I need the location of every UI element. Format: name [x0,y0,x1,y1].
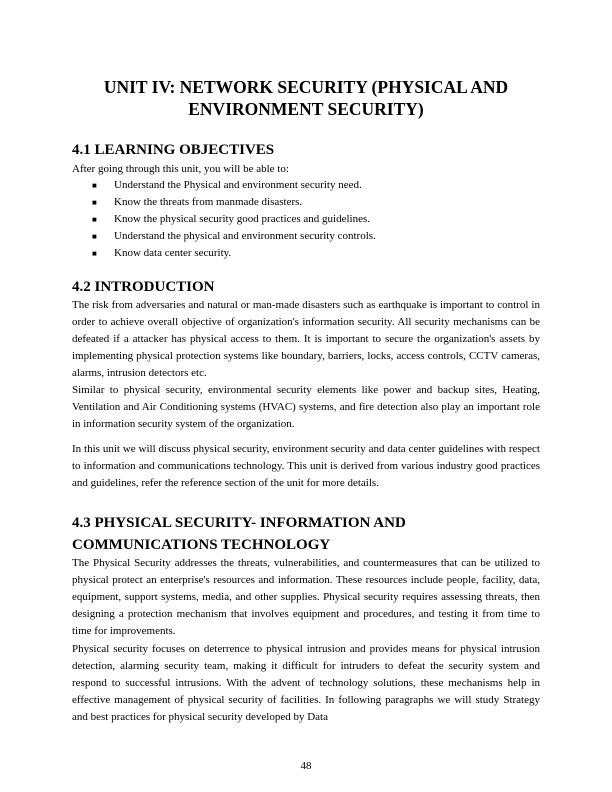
objective-text: Understand the Physical and environment security need. [114,179,362,191]
unit-title [60,76,552,120]
page-number: 48 [300,760,312,772]
list-item [72,245,540,262]
section-heading-4-2: 4.2 INTRODUCTION [72,279,215,295]
square-bullet-icon: ■ [92,249,97,258]
section-heading-4-3-line-1: 4.3 PHYSICAL SECURITY- INFORMATION AND [72,515,406,531]
objective-text: Know the physical security good practices and guidelines. [114,213,370,225]
objective-text: Know the threats from manmade disasters. [114,196,303,208]
objectives-intro: After going through this unit, you will be able to: [72,163,289,175]
intro-paragraph-3: In this unit we will discuss physical security, environment security and data center guidelines with respect to information and communications technology. This unit is derived from various industry good practices and guidelines, refer the reference section of the unit for more details. [72,443,540,489]
physical-security-paragraph-1: The Physical Security addresses the threats, vulnerabilities, and countermeasures that can be utilized to physical protect an enterprise's resources and information. These resources include people, facility, data, equipment, support systems, media, and other supplies. Physical security requires assessing threats, then designing a protection mechanism that involves equipment and procedures, and testing it from time to time for improvements. [72,557,540,637]
intro-paragraph-2: Similar to physical security, environmental security elements like power and backup sites, Heating, Ventilation and Air Conditioning systems (HVAC) systems, and fire detection also play an important role in information security system of the organization. [72,384,540,430]
physical-security-paragraph-2: Physical security focuses on deterrence to physical intrusion and provides means for physical intrusion detection, alarming security team, making it difficult for intruders to defeat the security system and respond to successful intrusions. With the advent of technology solutions, these mechanisms help in effective management of physical security of facilities. In following paragraphs we will study Strategy and best practices for physical security developed by Data [72,643,540,723]
intro-paragraph-1: The risk from adversaries and natural or man-made disasters such as earthquake is important to control in order to achieve overall objective of organization's information security. All security mechanisms can be defeated if a attacker has physical access to them. It is important to secure the organization's assets by implementing physical protection systems like boundary, barriers, locks, access controls, CCTV cameras, alarms, intrusion detectors etc. [72,299,540,379]
square-bullet-icon: ■ [92,181,97,190]
square-bullet-icon: ■ [92,232,97,241]
list-item [72,228,540,245]
square-bullet-icon: ■ [92,215,97,224]
unit-title-line-2: ENVIRONMENT SECURITY) [188,99,424,119]
section-heading-4-3-line-2: COMMUNICATIONS TECHNOLOGY [72,537,331,553]
section-heading-4-1: 4.1 LEARNING OBJECTIVES [72,142,275,158]
list-item [72,194,540,211]
unit-title-line-1: UNIT IV: NETWORK SECURITY (PHYSICAL AND [103,77,509,97]
objective-text: Understand the physical and environment security controls. [114,230,376,242]
objective-text: Know data center security. [114,247,232,259]
objectives-list [72,177,540,262]
list-item [72,177,540,194]
list-item [72,211,540,228]
square-bullet-icon: ■ [92,198,97,207]
